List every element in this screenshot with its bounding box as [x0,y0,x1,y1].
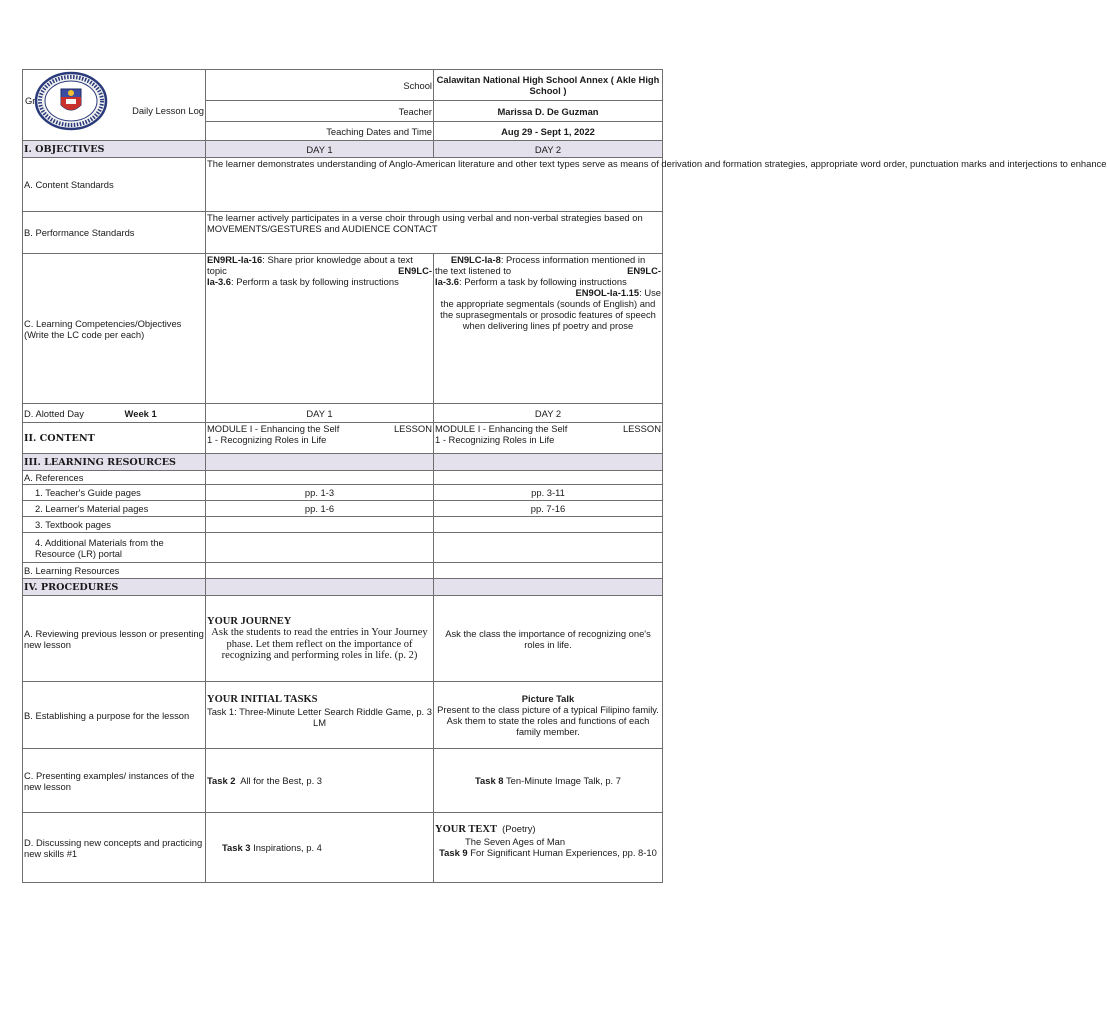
learners-material-day1: pp. 1-6 [206,501,434,517]
resources-heading: III. LEARNING RESOURCES [23,454,206,471]
teacher-value: Marissa D. De Guzman [434,101,663,122]
textbook-label: 3. Textbook pages [23,517,206,533]
header-cell [23,70,206,141]
content-standards-text: The learner demonstrates understanding of Anglo-American literature and other text types serve as means of derivation and formation strategies, appropriate word order, punctuation marks and interjections to enhance [206,158,663,212]
references-label: A. References [23,471,206,485]
objectives-heading: I. OBJECTIVES [23,141,206,158]
learners-material-label: 2. Learner's Material pages [23,501,206,517]
procedures-heading: IV. PROCEDURES [23,579,206,596]
discussing-concepts-day1: Task 3 Inspirations, p. 4 [206,813,434,883]
competencies-day2: EN9LC-Ia-8: Process information mentioned in the text listened to EN9LC- Ia-3.6: Perform a task by following instructions EN9OL-Ia-1.15: Use the appropriate segmentals (sounds of English) and the suprasegmentals or prosodic features of speech when delivering lines pf poetry and prose [434,254,663,404]
additional-materials-label: 4. Additional Materials from the Resource (LR) portal [23,533,206,563]
purpose-day1: YOUR INITIAL TASKS Task 1: Three-Minute Letter Search Riddle Game, p. 3 LM [206,682,434,749]
content-day1: MODULE I - Enhancing the Self LESSON 1 - Recognizing Roles in Life [206,423,434,454]
week-label: Week 1 [124,407,157,419]
competencies-label: C. Learning Competencies/Objectives (Write the LC code per each) [23,254,206,404]
reviewing-day2: Ask the class the importance of recognizing one's roles in life. [434,596,663,682]
teachers-guide-label: 1. Teacher's Guide pages [23,485,206,501]
day1-header: DAY 1 [206,141,434,158]
teachers-guide-day2: pp. 3-11 [434,485,663,501]
content-day2: MODULE I - Enhancing the Self LESSON 1 - Recognizing Roles in Life [434,423,663,454]
performance-standards-text: The learner actively participates in a verse choir through using verbal and non-verbal strategies based on MOVEMENTS/GESTURES and AUDIENCE CONTACT [206,212,663,254]
reviewing-label: A. Reviewing previous lesson or presenting new lesson [23,596,206,682]
lesson-log-table [22,69,1107,883]
competencies-day1: EN9RL-Ia-16: Share prior knowledge about a text topic EN9LC- Ia-3.6: Perform a task by following instructions [206,254,434,404]
presenting-examples-day2: Task 8 Ten-Minute Image Talk, p. 7 [434,749,663,813]
content-standards-label: A. Content Standards [23,158,206,212]
alloted-day-label: D. Alotted Day Week 1 [23,404,206,423]
log-title: Daily Lesson Log [132,105,204,116]
alloted-day2: DAY 2 [434,404,663,423]
reviewing-day1: YOUR JOURNEY Ask the students to read the entries in Your Journey phase. Let them reflect on the importance of recognizing and performing roles in life. (p. 2) [206,596,434,682]
discussing-concepts-label: D. Discussing new concepts and practicing new skills #1 [23,813,206,883]
presenting-examples-label: C. Presenting examples/ instances of the new lesson [23,749,206,813]
purpose-label: B. Establishing a purpose for the lesson [23,682,206,749]
learners-material-day2: pp. 7-16 [434,501,663,517]
deped-seal-logo [33,71,109,131]
learning-resources-label: B. Learning Resources [23,563,206,579]
dates-value: Aug 29 - Sept 1, 2022 [434,122,663,141]
teachers-guide-day1: pp. 1-3 [206,485,434,501]
grade-label: Gr [25,95,36,106]
lesson-log-sheet [22,69,1107,893]
dates-label: Teaching Dates and Time [206,122,434,141]
alloted-day1: DAY 1 [206,404,434,423]
day2-header: DAY 2 [434,141,663,158]
school-label: School [206,70,434,101]
school-value: Calawitan National High School Annex ( Akle High School ) [434,70,663,101]
presenting-examples-day1: Task 2 All for the Best, p. 3 [206,749,434,813]
performance-standards-label: B. Performance Standards [23,212,206,254]
content-heading: II. CONTENT [23,423,206,454]
purpose-day2: Picture Talk Present to the class picture of a typical Filipino family. Ask them to state the roles and functions of each family member. [434,682,663,749]
discussing-concepts-day2: YOUR TEXT (Poetry) The Seven Ages of Man Task 9 For Significant Human Experiences, pp. 8-10 [434,813,663,883]
teacher-label: Teacher [206,101,434,122]
